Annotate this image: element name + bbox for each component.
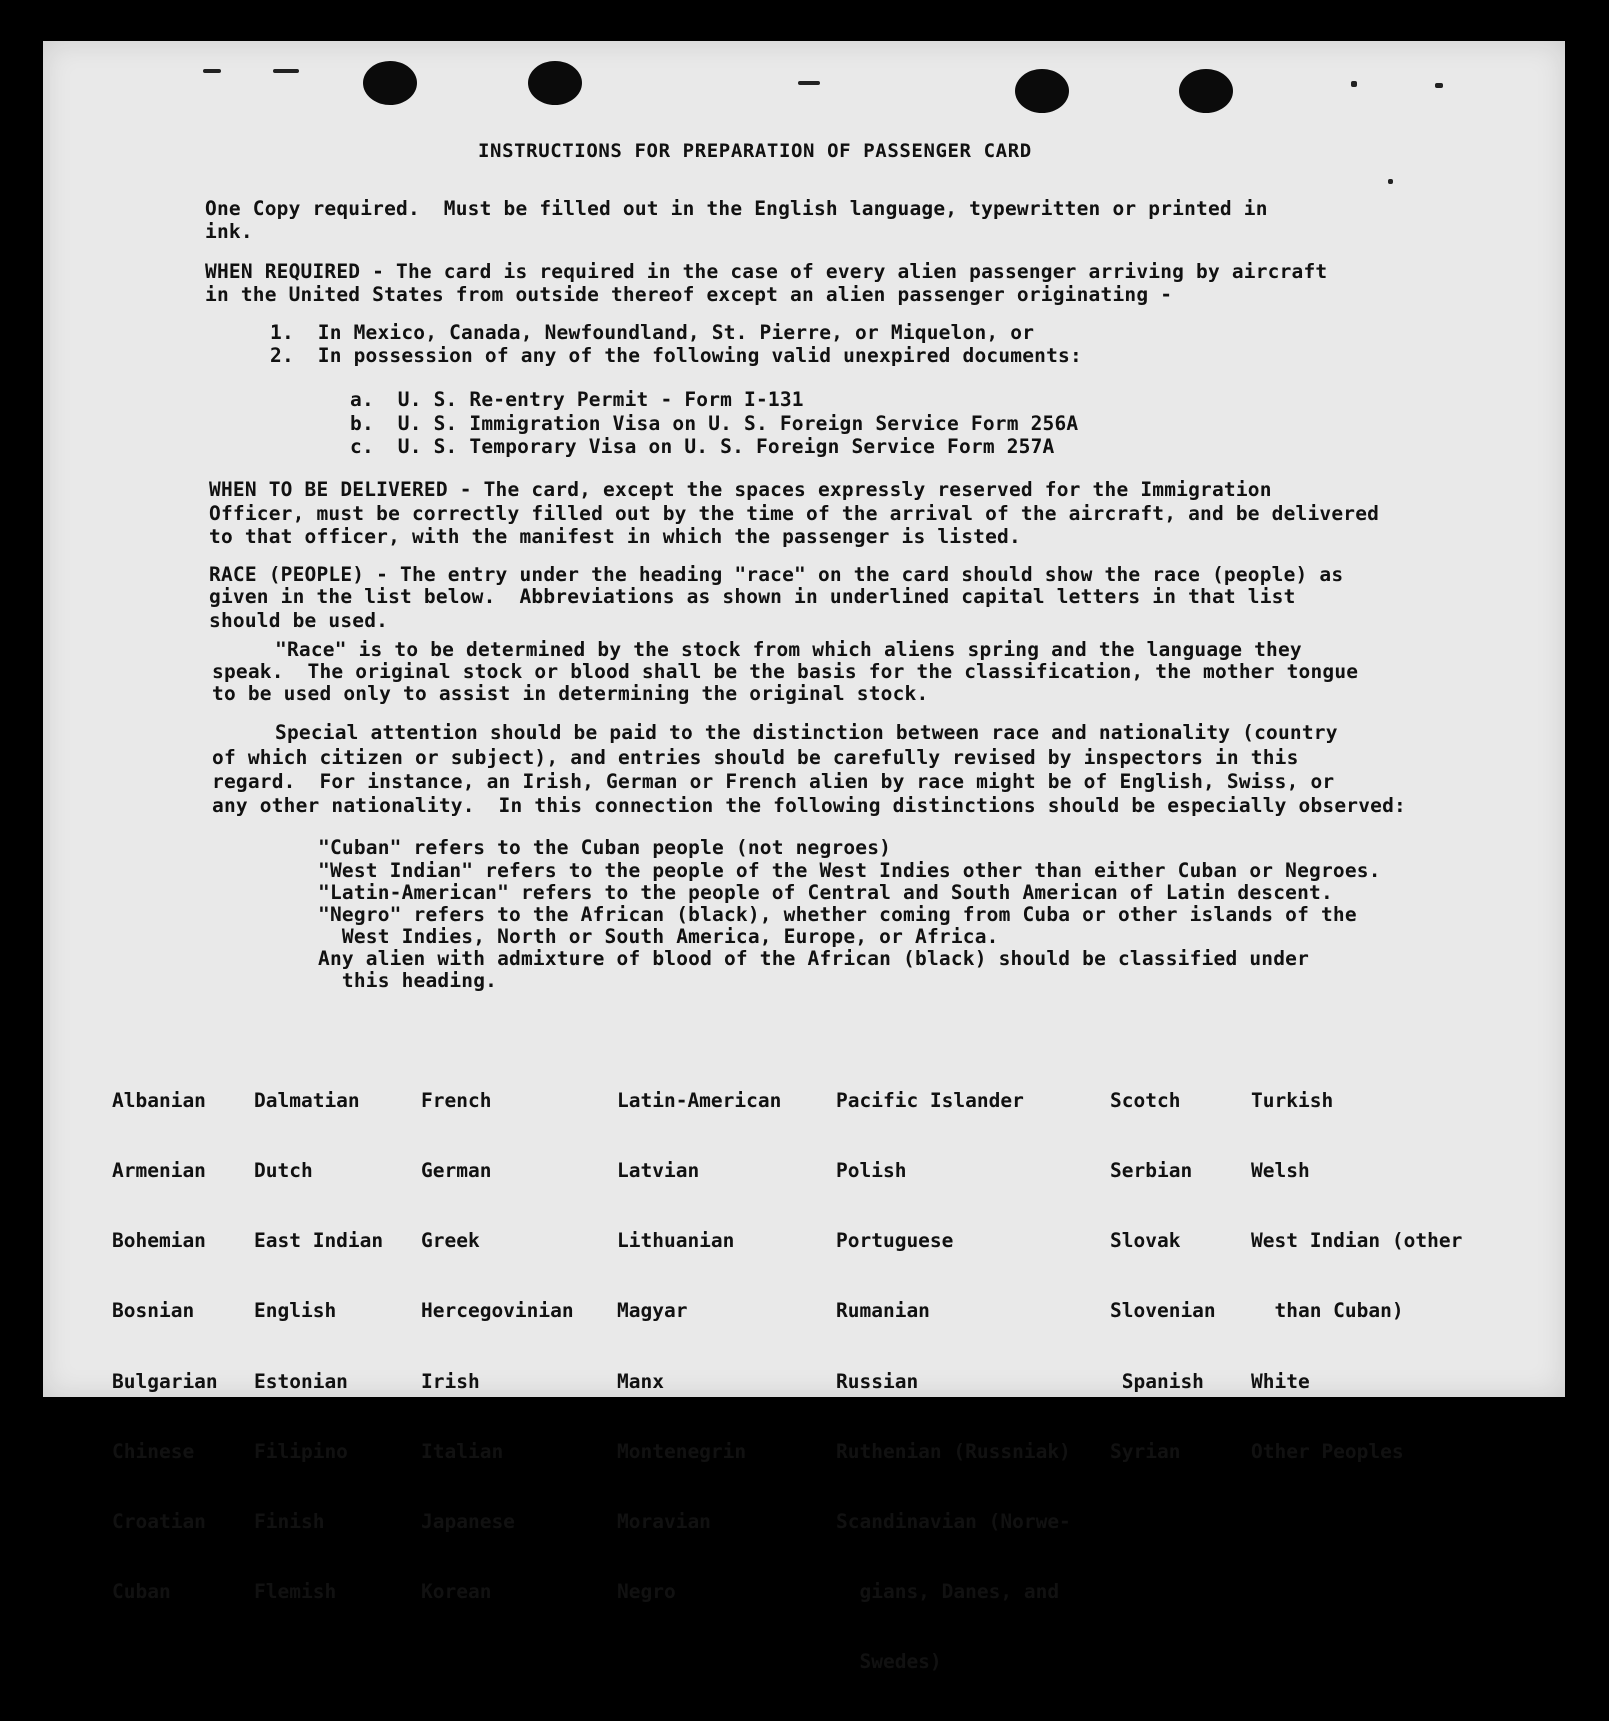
race-entry: Syrian [1110,1439,1181,1463]
race-entry: Latvian [617,1159,700,1183]
ink-speck [1351,81,1357,87]
race-column [1251,1042,1462,1510]
race-entry: Irish [421,1369,480,1393]
distinction-line: "West Indian" refers to the people of the West Indies other than either Cuban or Negroes. [318,859,1381,882]
special-attention-line: regard. For instance, an Irish, German or French alien by race might be of English, Swiss, or [212,770,1335,793]
race-entry: French [421,1088,492,1112]
document-item: c. U. S. Temporary Visa on U. S. Foreign Service Form 257A [350,435,1055,458]
race-entry: Greek [421,1229,480,1253]
document-title: INSTRUCTIONS FOR PREPARATION OF PASSENGER CARD [478,140,1032,162]
when-delivered-line: to that officer, with the manifest in which the passenger is listed. [209,525,1021,548]
distinction-line: West Indies, North or South America, Europe, or Africa. [318,925,999,948]
race-entry: Italian [421,1439,504,1463]
race-entry: Dalmatian [254,1088,360,1112]
distinction-line: Any alien with admixture of blood of the African (black) should be classified under [318,947,1310,970]
condition-item: 2. In possession of any of the following valid unexpired documents: [270,344,1082,367]
race-entry: Polish [836,1159,907,1183]
when-delivered-line: WHEN TO BE DELIVERED - The card, except the spaces expressly reserved for the Immigration [209,478,1272,501]
race-entry: Slovenian [1110,1299,1216,1323]
race-definition-line: "Race" is to be determined by the stock from which aliens spring and the language they [275,638,1302,661]
race-entry: Estonian [254,1369,348,1393]
race-column [421,1042,574,1650]
race-column [112,1042,218,1650]
ink-speck [273,69,299,73]
race-entry: Latin-American [617,1088,782,1112]
intro-line: One Copy required. Must be filled out in the English language, typewritten or printed in [205,197,1268,220]
race-entry: Scotch [1110,1088,1181,1112]
punch-hole [1179,69,1233,113]
race-definition-line: to be used only to assist in determining the original stock. [212,682,929,705]
race-entry: Korean [421,1580,492,1604]
race-entry: Bulgarian [112,1369,218,1393]
ink-speck [1388,179,1393,184]
race-definition-line: speak. The original stock or blood shall be the basis for the classification, the mother tongue [212,660,1359,683]
race-people-line: given in the list below. Abbreviations as shown in underlined capital letters in that list [209,585,1296,608]
race-entry: Spanish [1110,1369,1204,1393]
race-entry: Montenegrin [617,1439,747,1463]
special-attention-line: Special attention should be paid to the distinction between race and nationality (country [275,721,1338,744]
race-column [254,1042,383,1650]
race-entry: Flemish [254,1580,337,1604]
race-entry: Lithuanian [617,1229,735,1253]
special-attention-line: any other nationality. In this connection the following distinctions should be especially observed: [212,794,1406,817]
race-column [617,1042,781,1650]
race-entry: Cuban [112,1580,171,1604]
race-entry: Filipino [254,1439,348,1463]
race-entry: Magyar [617,1299,688,1323]
race-entry: East Indian [254,1229,384,1253]
race-entry: English [254,1299,337,1323]
race-entry: gians, Danes, and [836,1580,1060,1604]
race-entry: Croatian [112,1510,206,1534]
race-entry: Swedes) [836,1650,942,1674]
distinction-line: this heading. [318,969,498,992]
race-entry: Turkish [1251,1088,1334,1112]
race-entry: Bosnian [112,1299,195,1323]
race-entry: White [1251,1369,1310,1393]
race-entry: German [421,1159,492,1183]
race-entry: Negro [617,1580,676,1604]
punch-hole [528,61,582,105]
race-people-line: RACE (PEOPLE) - The entry under the heading "race" on the card should show the race (people) as [209,563,1344,586]
race-entry: Japanese [421,1510,515,1534]
distinction-line: "Latin-American" refers to the people of Central and South American of Latin descent. [318,881,1333,904]
punch-hole [1015,69,1069,113]
race-entry: Ruthenian (Russniak) [836,1439,1071,1463]
race-entry: West Indian (other [1251,1229,1463,1253]
race-entry: Hercegovinian [421,1299,574,1323]
document-item: b. U. S. Immigration Visa on U. S. Foreign Service Form 256A [350,412,1079,435]
ink-speck [798,81,820,85]
race-entry: Other Peoples [1251,1439,1404,1463]
race-entry: Scandinavian (Norwe- [836,1510,1071,1534]
race-entry: than Cuban) [1251,1299,1404,1323]
when-required-line: in the United States from outside thereof except an alien passenger originating - [205,283,1173,306]
document-item: a. U. S. Re-entry Permit - Form I-131 [350,388,804,411]
race-entry: Serbian [1110,1159,1193,1183]
race-people-line: should be used. [209,609,389,632]
document-page [43,41,1565,1674]
intro-line: ink. [205,220,253,243]
race-entry: Moravian [617,1510,711,1534]
race-entry: Armenian [112,1159,206,1183]
race-entry: Finish [254,1510,325,1534]
race-entry: Manx [617,1369,664,1393]
race-entry: Slovak [1110,1229,1181,1253]
when-required-line: WHEN REQUIRED - The card is required in the case of every alien passenger arriving by aircraft [205,260,1328,283]
race-entry: Portuguese [836,1229,954,1253]
special-attention-line: of which citizen or subject), and entries should be carefully revised by inspectors in this [212,746,1299,769]
race-entry: Bohemian [112,1229,206,1253]
race-entry: Rumanian [836,1299,930,1323]
race-entry: Pacific Islander [836,1088,1024,1112]
ink-speck [203,69,221,73]
when-delivered-line: Officer, must be correctly filled out by the time of the arrival of the aircraft, and be delivered [209,502,1380,525]
ink-speck [1435,83,1443,88]
race-entry: Dutch [254,1159,313,1183]
punch-hole [363,61,417,105]
race-entry: Russian [836,1369,919,1393]
race-entry: Albanian [112,1088,206,1112]
race-column [836,1042,1071,1721]
condition-item: 1. In Mexico, Canada, Newfoundland, St. Pierre, or Miquelon, or [270,321,1035,344]
distinction-line: "Negro" refers to the African (black), whether coming from Cuba or other islands of the [318,903,1357,926]
race-entry: Welsh [1251,1159,1310,1183]
race-column [1110,1042,1216,1510]
distinction-line: "Cuban" refers to the Cuban people (not negroes) [318,836,892,859]
race-entry: Chinese [112,1439,195,1463]
